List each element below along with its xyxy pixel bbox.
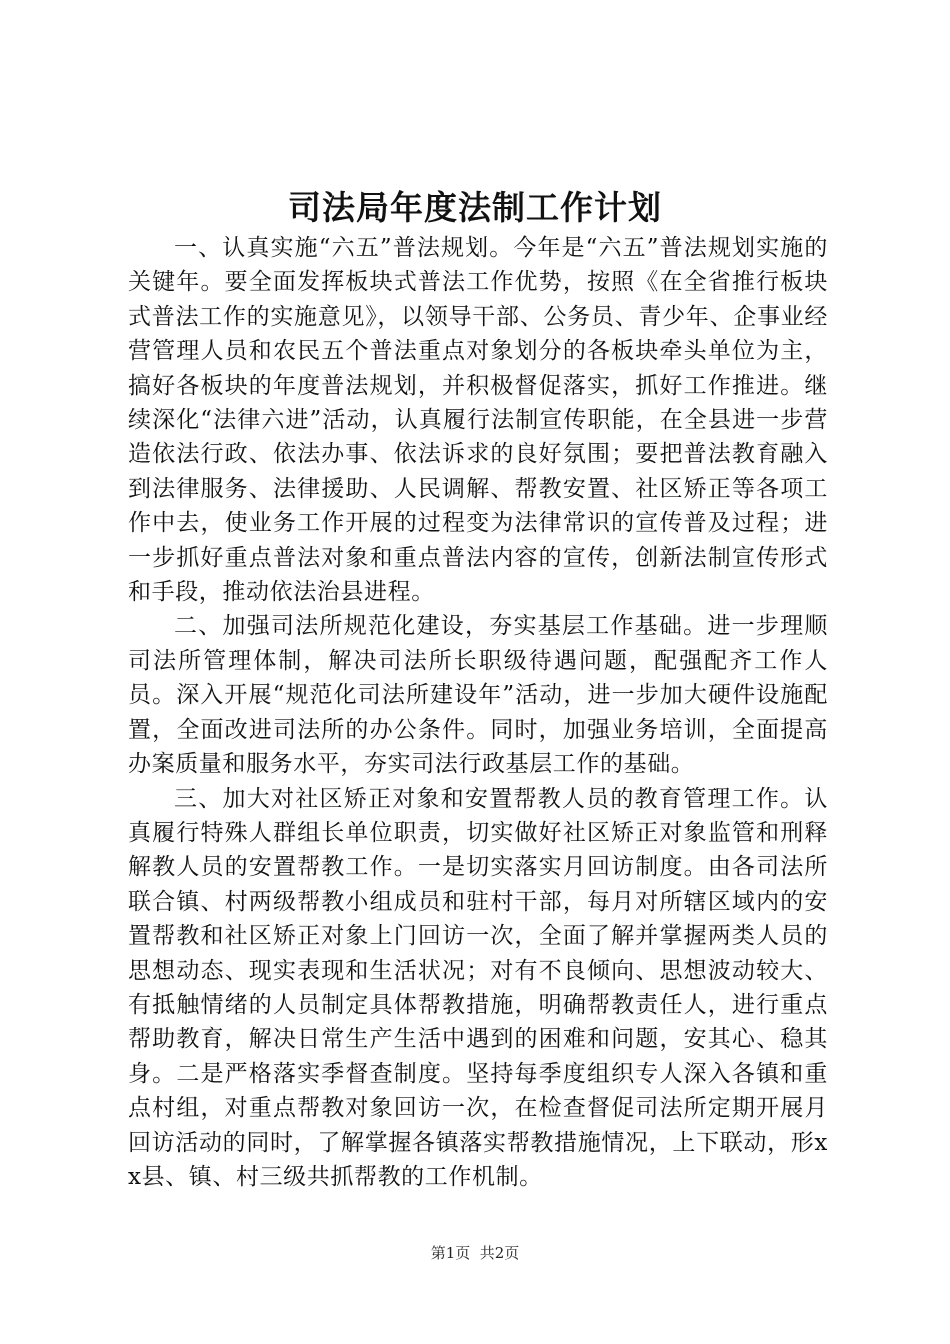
page-number-label: 第1页 共2页 bbox=[430, 1244, 520, 1262]
document-title: 司法局年度法制工作计划 bbox=[288, 188, 662, 227]
paragraph-3: 三、加大对社区矫正对象和安置帮教人员的教育管理工作。认真履行特殊人群组长单位职责，切实做好社区矫正对象监管和刑释解教人员的安置帮教工作。一是切实落实月回访制度。由各司法所联合镇、村两级帮教小组成员和驻村干部，每月对所辖区域内的安置帮教和社区矫正对象上门回访一次，全面了解并掌握两类人员的思想动态、现实表现和生活状况；对有不良倾向、思想波动较大、有抵触情绪的人员制定具体帮教措施，明确帮教责任人，进行重点帮助教育，解决日常生产生活中遇到的困难和问题，安其心、稳其身。二是严格落实季督查制度。坚持每季度组织专人深入各镇和重点村组，对重点帮教对象回访一次，在检查督促司法所定期开展月回访活动的同时，了解掌握各镇落实帮教措施情况，上下联动，形xx县、镇、村三级共抓帮教的工作机制。 bbox=[128, 785, 828, 1190]
paragraph-2: 二、加强司法所规范化建设，夯实基层工作基础。进一步理顺司法所管理体制，解决司法所长职级待遇问题，配强配齐工作人员。深入开展“规范化司法所建设年”活动，进一步加大硬件设施配置，全面改进司法所的办公条件。同时，加强业务培训，全面提高办案质量和服务水平，夯实司法行政基层工作的基础。 bbox=[128, 613, 828, 778]
document-body bbox=[128, 231, 828, 1194]
page-footer bbox=[0, 1243, 950, 1263]
paragraph-1: 一、认真实施“六五”普法规划。今年是“六五”普法规划实施的关键年。要全面发挥板块式普法工作优势，按照《在全省推行板块式普法工作的实施意见》，以领导干部、公务员、青少年、企事业经营管理人员和农民五个普法重点对象划分的各板块牵头单位为主，搞好各板块的年度普法规划，并积极督促落实，抓好工作推进。继续深化“法律六进”活动，认真履行法制宣传职能，在全县进一步营造依法行政、依法办事、依法诉求的良好氛围；要把普法教育融入到法律服务、法律援助、人民调解、帮教安置、社区矫正等各项工作中去，使业务工作开展的过程变为法律常识的宣传普及过程；进一步抓好重点普法对象和重点普法内容的宣传，创新法制宣传形式和手段，推动依法治县进程。 bbox=[128, 235, 828, 606]
